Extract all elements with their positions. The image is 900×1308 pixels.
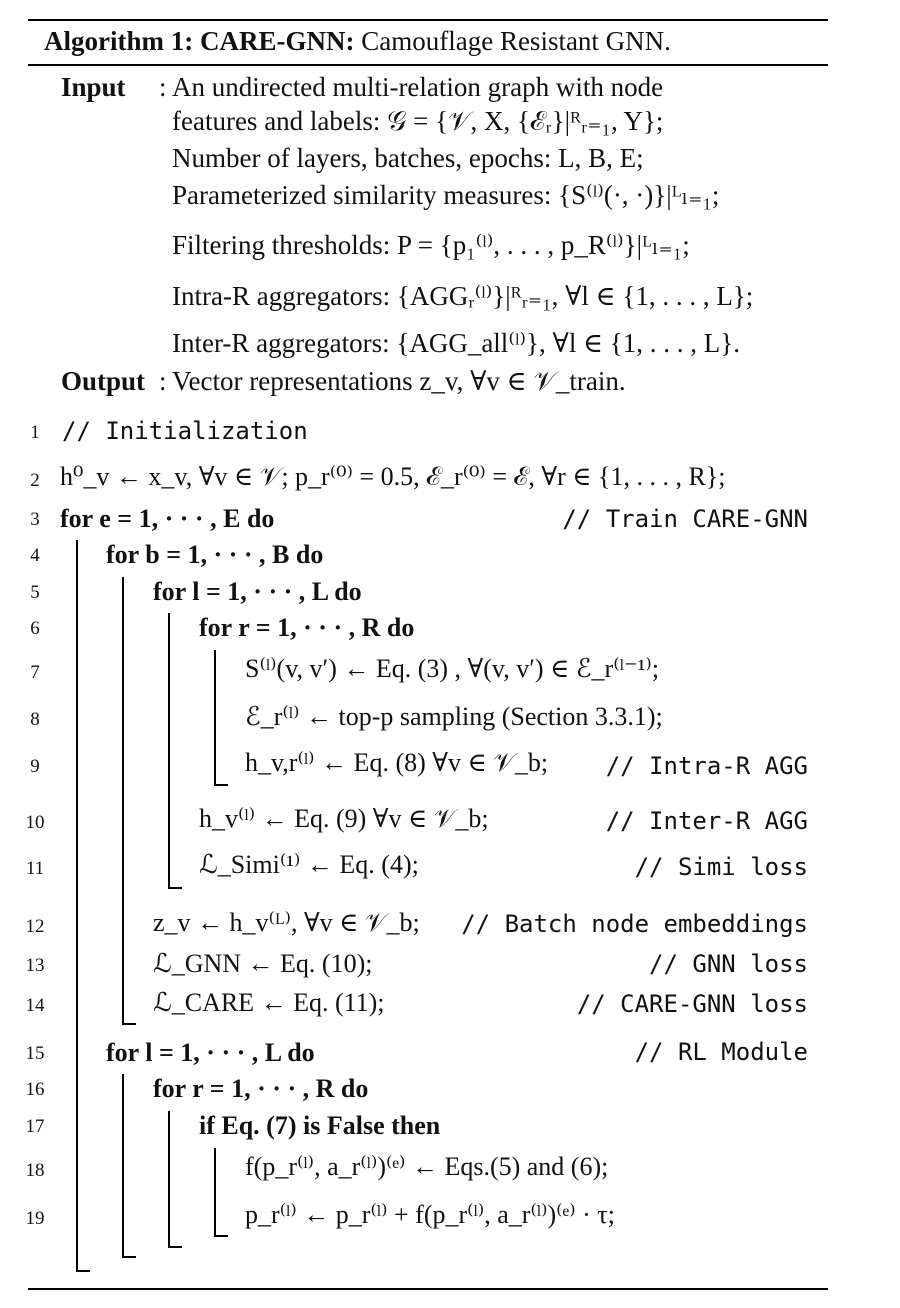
block-end-rl-layer — [122, 1256, 136, 1258]
line-number: 9 — [30, 756, 40, 777]
block-end-relation — [214, 784, 228, 786]
input-line-6: Intra-R aggregators: {AGGᵣ⁽ˡ⁾}|ᴿᵣ₌₁, ∀l ∈ {1, . . . , L}; — [172, 281, 754, 311]
step-3-comment: // Train CARE-GNN — [562, 505, 808, 533]
block-end-batch — [122, 1023, 136, 1025]
step-9-comment: // Intra-R AGG — [605, 752, 808, 780]
step-10-comment: // Inter-R AGG — [605, 807, 808, 835]
bottom-rule — [28, 1288, 828, 1290]
step-10: h_v⁽ˡ⁾ ← Eq. (9) ∀v ∈ 𝒱_b; — [199, 804, 489, 833]
step-2: h⁰_v ← x_v, ∀v ∈ 𝒱; p_r⁽⁰⁾ = 0.5, ℰ_r⁽⁰⁾ = ℰ, ∀r ∈ {1, . . . , R}; — [60, 462, 726, 491]
block-end-epoch — [76, 1270, 90, 1272]
block-bar-rl-layer — [122, 1074, 124, 1257]
block-bar-epoch — [76, 540, 78, 1271]
step-18: f(p_r⁽ˡ⁾, a_r⁽ˡ⁾)⁽ᵉ⁾ ← Eqs.(5) and (6); — [245, 1152, 609, 1181]
algorithm-number: Algorithm 1: — [44, 26, 194, 56]
step-5: for l = 1, · · · , L do — [153, 577, 362, 606]
line-number: 11 — [25, 858, 45, 879]
line-number: 5 — [30, 582, 40, 603]
input-line-7: Inter-R aggregators: {AGG_all⁽ˡ⁾}, ∀l ∈ {1, . . . , L}. — [172, 328, 740, 358]
line-number: 6 — [30, 618, 40, 639]
step-16: for r = 1, · · · , R do — [153, 1074, 369, 1103]
algorithm-subtitle: Camouflage Resistant GNN. — [361, 26, 671, 56]
block-bar-relation — [214, 650, 216, 785]
step-1-comment: // Initialization — [62, 417, 308, 445]
line-number: 3 — [30, 509, 40, 530]
input-line-2: features and labels: 𝒢 = {𝒱, X, {ℰᵣ}|ᴿᵣ₌₁, Y}; — [172, 106, 664, 136]
step-17: if Eq. (7) is False then — [199, 1111, 441, 1140]
line-number: 4 — [30, 545, 40, 566]
line-number: 14 — [25, 995, 45, 1016]
input-line-1: An undirected multi-relation graph with node — [172, 72, 664, 102]
line-number: 13 — [25, 955, 45, 976]
step-12-comment: // Batch node embeddings — [461, 910, 808, 938]
top-rule — [28, 19, 828, 21]
step-11: ℒ_Simi⁽¹⁾ ← Eq. (4); — [199, 850, 419, 879]
line-number: 19 — [25, 1208, 45, 1229]
step-7: S⁽ˡ⁾(v, v′) ← Eq. (3) , ∀(v, v′) ∈ ℰ_r⁽ˡ⁻¹⁾; — [245, 654, 660, 683]
line-number: 16 — [25, 1079, 45, 1100]
line-number: 10 — [25, 812, 45, 833]
step-15-comment: // RL Module — [634, 1038, 808, 1066]
line-number: 15 — [25, 1043, 45, 1064]
step-3: for e = 1, · · · , E do — [60, 504, 275, 533]
step-9: h_v,r⁽ˡ⁾ ← Eq. (8) ∀v ∈ 𝒱_b; — [245, 748, 549, 777]
step-4: for b = 1, · · · , B do — [106, 540, 324, 569]
algorithm-caption — [44, 26, 671, 57]
line-number: 7 — [30, 662, 40, 683]
block-end-rl-relation — [168, 1246, 182, 1248]
block-end-if — [214, 1235, 228, 1237]
output-colon: : — [159, 366, 167, 396]
output-text: Vector representations z_v, ∀v ∈ 𝒱_train. — [172, 366, 626, 396]
step-13: ℒ_GNN ← Eq. (10); — [153, 949, 373, 978]
input-colon: : — [159, 72, 167, 102]
step-19: p_r⁽ˡ⁾ ← p_r⁽ˡ⁾ + f(p_r⁽ˡ⁾, a_r⁽ˡ⁾)⁽ᵉ⁾ · τ; — [245, 1200, 615, 1229]
step-14: ℒ_CARE ← Eq. (11); — [153, 988, 385, 1017]
line-number: 8 — [30, 709, 40, 730]
line-number: 1 — [30, 422, 40, 443]
step-13-comment: // GNN loss — [649, 950, 808, 978]
line-number: 2 — [30, 470, 40, 491]
line-number: 12 — [25, 916, 45, 937]
input-label: Input — [61, 72, 126, 102]
input-line-3: Number of layers, batches, epochs: L, B, E; — [172, 143, 644, 173]
block-bar-rl-relation — [168, 1111, 170, 1247]
step-12: z_v ← h_v⁽ᴸ⁾, ∀v ∈ 𝒱_b; — [153, 908, 420, 937]
input-line-5: Filtering thresholds: P = {p₁⁽ˡ⁾, . . . , p_R⁽ˡ⁾}|ᴸₗ₌₁; — [172, 230, 690, 260]
block-end-layer — [168, 887, 182, 889]
step-15: for l = 1, · · · , L do — [106, 1038, 315, 1067]
step-8: ℰ_r⁽ˡ⁾ ← top-p sampling (Section 3.3.1); — [245, 702, 663, 731]
algorithm-name: CARE-GNN: — [199, 26, 355, 56]
block-bar-layer — [168, 613, 170, 888]
input-line-4: Parameterized similarity measures: {S⁽ˡ⁾(·, ·)}|ᴸₗ₌₁; — [172, 180, 720, 210]
line-number: 17 — [25, 1116, 45, 1137]
step-14-comment: // CARE-GNN loss — [576, 990, 808, 1018]
step-11-comment: // Simi loss — [634, 853, 808, 881]
block-bar-if — [214, 1148, 216, 1236]
step-6: for r = 1, · · · , R do — [199, 613, 415, 642]
output-label: Output — [61, 366, 146, 396]
block-bar-batch — [122, 577, 124, 1024]
caption-rule — [28, 64, 828, 66]
line-number: 18 — [25, 1160, 45, 1181]
